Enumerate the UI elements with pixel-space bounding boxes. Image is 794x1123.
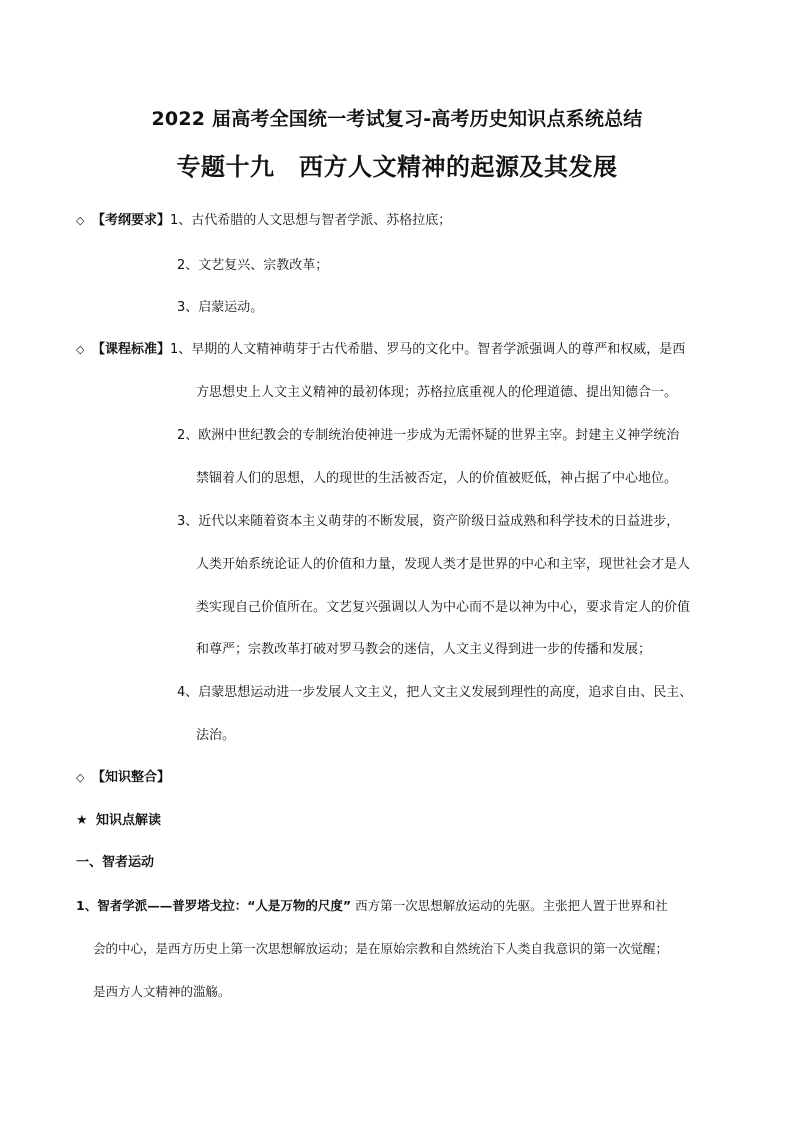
section-heading: 一、智者运动 (76, 855, 155, 870)
diamond-bullet-icon: ◇ (76, 214, 85, 227)
requirements-heading-line (76, 213, 451, 229)
star-bullet-icon: ★ (76, 813, 88, 828)
standards-text-line: 和尊严；宗教改革打破对罗马教会的迷信，人文主义得到进一步的传播和发展； (196, 642, 652, 657)
standards-text-line: 法治。 (196, 728, 236, 743)
standards-text-line: 4、启蒙思想运动进一步发展人文主义，把人文主义发展到理性的高度，追求自由、民主、 (177, 685, 693, 700)
document-title: 2022 届高考全国统一考试复习-高考历史知识点系统总结 (151, 108, 643, 130)
requirements-label: 【考纲要求】 (92, 213, 171, 228)
standards-text-line: 类实现自己价值所在。文艺复兴强调以人为中心而不是以神为中心，要求肯定人的价值 (196, 600, 691, 615)
requirements-item: 1、古代希腊的人文思想与智者学派、苏格拉底； (170, 213, 452, 228)
standards-text-line: 2、欧洲中世纪教会的专制统治使神进一步成为无需怀疑的世界主宰。封建主义神学统治 (177, 428, 680, 443)
standards-text-line: 方思想史上人文主义精神的最初体现；苏格拉底重视人的伦理道德、提出知德合一。 (196, 385, 678, 400)
standards-text-line: 禁锢着人们的思想，人的现世的生活被否定，人的价值被贬低，神占据了中心地位。 (196, 471, 678, 486)
requirements-item: 2、文艺复兴、宗教改革； (177, 258, 329, 273)
paragraph-line: 会的中心，是西方历史上第一次思想解放运动；是在原始宗教和自然统治下人类自我意识的第一次觉醒； (93, 941, 669, 956)
standards-text-line: 1、早期的人文精神萌芽于古代希腊、罗马的文化中。智者学派强调人的尊严和权威，是西 (170, 342, 686, 357)
requirements-item: 3、启蒙运动。 (177, 300, 264, 315)
standards-text-line: 人类开始系统论证人的价值和力量，发现人类才是世界的中心和主宰，现世社会才是人 (196, 557, 691, 572)
paragraph-line: 是西方人文精神的滥觞。 (93, 984, 231, 999)
standards-text-line: 3、近代以来随着资本主义萌芽的不断发展，资产阶级日益成熟和科学技术的日益进步， (177, 514, 680, 529)
diamond-bullet-icon: ◇ (76, 343, 85, 356)
knowledge-heading-line (76, 813, 161, 829)
paragraph-line (76, 898, 668, 914)
knowledge-heading: 知识点解读 (96, 813, 162, 828)
standards-heading-line (76, 342, 685, 358)
document-subtitle: 专题十九 西方人文精神的起源及其发展 (176, 153, 618, 181)
paragraph-text: 西方第一次思想解放运动的先驱。主张把人置于世界和社 (351, 898, 668, 913)
integration-heading-line (76, 770, 170, 786)
standards-label: 【课程标准】 (92, 342, 171, 357)
paragraph-lead: 1、智者学派——普罗塔戈拉：“人是万物的尺度” (76, 898, 352, 913)
diamond-bullet-icon: ◇ (76, 771, 85, 784)
integration-label: 【知识整合】 (92, 770, 171, 785)
